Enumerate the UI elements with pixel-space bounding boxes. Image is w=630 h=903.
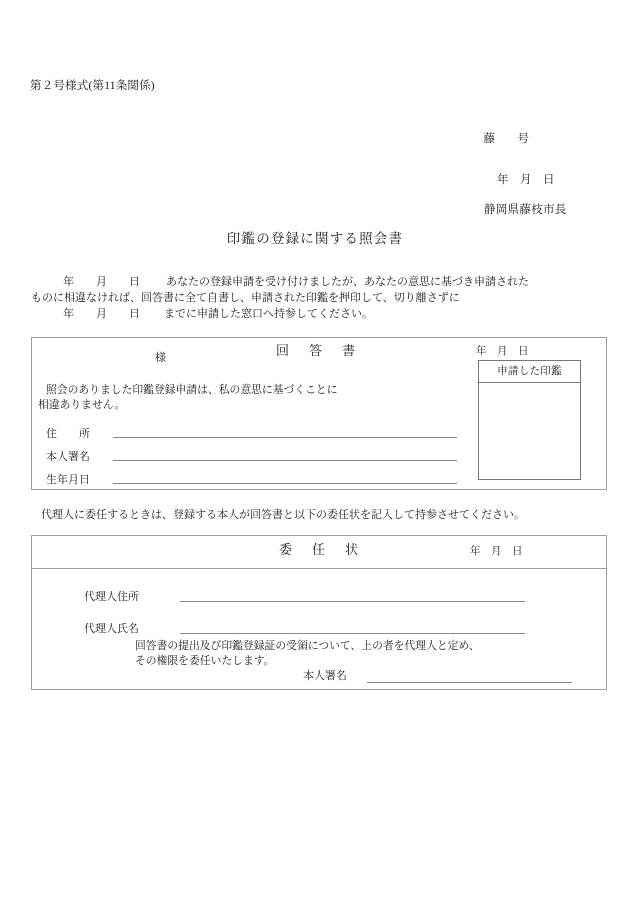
seal-box-label: 申請した印鑑	[479, 361, 580, 383]
answer-field-input-signature[interactable]	[113, 460, 457, 461]
answer-field-input-address[interactable]	[113, 437, 457, 438]
answer-statement-line-2: 相違ありません。	[38, 399, 126, 411]
proxy-clause-line-1: 回答書の提出及び印鑑登録証の受領について、上の者を代理人と定め、	[135, 640, 480, 652]
body-line1-date: 年 月 日	[63, 276, 140, 288]
issue-date: 年 月 日	[497, 174, 555, 186]
proxy-signature-label: 本人署名	[303, 670, 347, 682]
answer-field-label-birthdate: 生年月日	[46, 474, 90, 486]
body-line1-text: あなたの登録申請を受け付けましたが、あなたの意思に基づき申請された	[166, 276, 529, 288]
proxy-signature-input[interactable]	[367, 682, 572, 683]
body-paragraph-line-3	[63, 308, 373, 322]
form-number: 第２号様式(第11条関係)	[30, 80, 155, 92]
answer-form-date: 年 月 日	[476, 346, 529, 357]
addressee-suffix: 様	[155, 352, 166, 364]
body-paragraph-line-1	[63, 276, 529, 290]
seal-impression-box[interactable]	[478, 360, 581, 480]
proxy-form-date: 年 月 日	[470, 546, 523, 557]
answer-field-input-birthdate[interactable]	[113, 483, 457, 484]
proxy-instruction-note: 代理人に委任するときは、登録する本人が回答書と以下の委任状を記入して持参させてください。	[41, 509, 525, 521]
answer-statement-line-1: 照会のありました印鑑登録申請は、私の意思に基づくことに	[46, 384, 338, 396]
proxy-field-input-name[interactable]	[180, 633, 525, 634]
body-line3-date: 年 月 日	[63, 308, 140, 320]
proxy-clause-line-2: その権限を委任いたします。	[135, 655, 275, 667]
document-number	[470, 118, 530, 161]
page-title: 印鑑の登録に関する照会書	[226, 231, 404, 246]
proxy-field-label-address: 代理人住所	[84, 591, 139, 603]
answer-field-label-address: 住 所	[46, 428, 90, 440]
document-number-suffix: 号	[517, 133, 530, 146]
document-number-prefix: 藤	[483, 133, 496, 146]
issuer-name: 静岡県藤枝市長	[484, 204, 567, 216]
proxy-header-divider	[31, 568, 607, 569]
body-paragraph-line-2: ものに相違なければ、回答書に全て自書し、申請された印鑑を押印して、切り離さずに	[31, 292, 460, 304]
proxy-form-box	[31, 535, 607, 690]
proxy-field-input-address[interactable]	[180, 601, 525, 602]
answer-field-label-signature: 本人署名	[46, 451, 90, 463]
proxy-field-label-name: 代理人氏名	[84, 623, 139, 635]
body-line3-text: までに申請した窓口へ持参してください。	[164, 308, 373, 320]
seal-stamp-area[interactable]	[479, 383, 580, 479]
answer-form-title: 回 答 書	[276, 343, 359, 358]
proxy-form-title: 委 任 状	[279, 542, 362, 557]
